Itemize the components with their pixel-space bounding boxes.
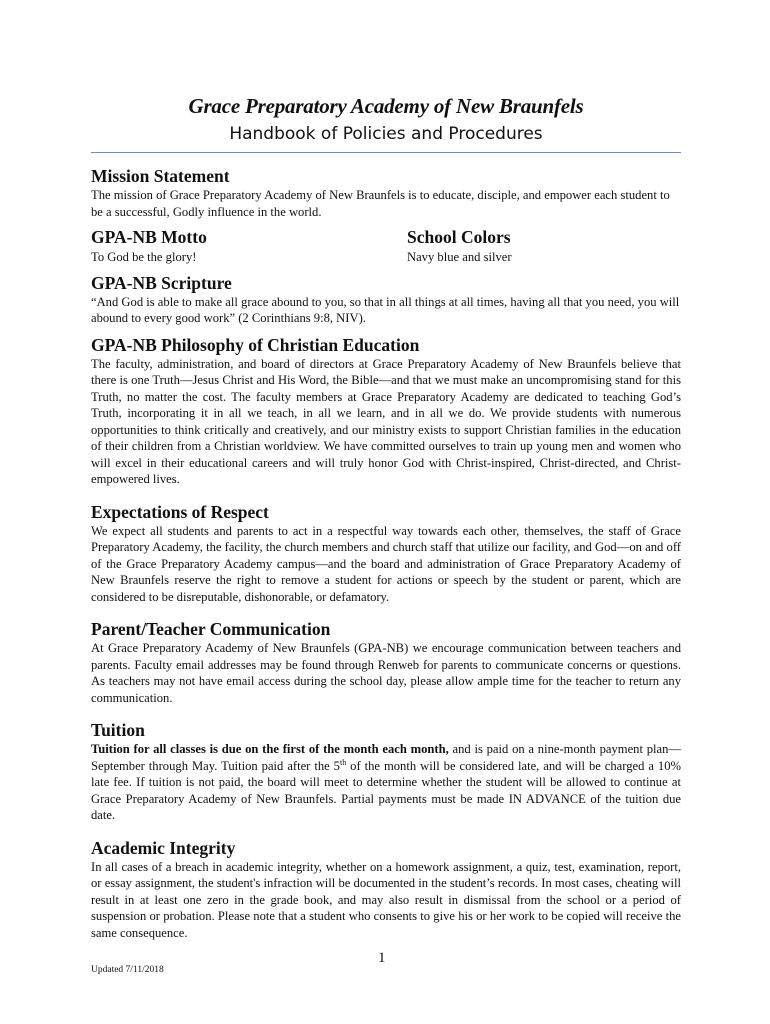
document-page [91,92,681,941]
tuition-section [91,719,681,824]
integrity-heading: Academic Integrity [91,837,236,858]
tuition-heading: Tuition [91,720,145,740]
motto-heading: GPA-NB Motto [91,227,207,247]
header-divider [91,152,681,153]
tuition-text-b: of the month will be considered late, and will be charged a 10% late fee. If tuition is not paid, the board will meet to determine whether the student will be allowed to continue at Grace Preparatory Academy of New Braunfels. Partial payments must be made IN ADVANCE of the tuition due date. [91,758,682,822]
colors-section [407,226,681,266]
communication-text: At Grace Preparatory Academy of New Braunfels (GPA-NB) we encourage communication between teachers and parents. Faculty email addresses may be found through Renweb for parents to communicate concerns or questions. As teachers may not have email access during the school day, please allow ample time for the teacher to return any communication. [91,641,681,705]
communication-section [91,618,681,706]
respect-text: We expect all students and parents to act in a respectful way towards each other, themselves, the staff of Grace Preparatory Academy, the facility, the church members and church staff that utilize our facility, and God—on and off of the Grace Preparatory Academy campus—and the board and administration of Grace Preparatory Academy of New Braunfels reserve the right to remove a student for actions or speech by the student or parent, which are considered to be disreputable, dishonorable, or defamatory. [91,523,681,604]
mission-section [91,165,681,220]
tuition-sup: th [339,757,347,767]
scripture-heading: GPA-NB Scripture [91,272,232,293]
philosophy-text: The faculty, administration, and board of directors at Grace Preparatory Academy of New Braunfels believe that there is one Truth—Jesus Christ and His Word, the Bible—and that we must make an uncompromising stand for this Truth, no matter the cost. The faculty members at Grace Preparatory Academy are dedicated to teaching God’s Truth, incorporating it in all we teach, in all we learn, and in all we do. We provide students with numerous opportunities to think critically and creatively, and our ministry exists to support Christian families in the education of their children from a Christian worldview. We have committed ourselves to train up young men and women who will excel in their educational careers and will truly honor God with Christ-inspired, Christ-directed, and Christ-empowered lives. [91,356,681,486]
scripture-text: “And God is able to make all grace abound to you, so that in all things at all times, having all that you need, you will abound to every good work” (2 Corinthians 9:8, NIV). [91,294,680,325]
updated-date: Updated 7/11/2018 [91,965,164,975]
document-subtitle: Handbook of Policies and Procedures [229,124,543,144]
communication-heading: Parent/Teacher Communication [91,619,331,639]
mission-heading: Mission Statement [91,166,230,186]
tuition-bold-lead: Tuition for all classes is due on the first of the month each month, [91,742,449,756]
mission-text: The mission of Grace Preparatory Academy of New Braunfels is to educate, disciple, and empower each student to be a successful, Godly influence in the world. [91,188,670,219]
integrity-text: In all cases of a breach in academic integrity, whether on a homework assignment, a quiz, test, examination, report, or essay assignment, the student's infraction will be documented in the student’s records. In most cases, cheating will result in at least one zero in the grade book, and may also result in dismissal from the school or a period of suspension or probation. Please note that a student who consents to give his or her work to be copied will receive the same consequence. [91,859,681,940]
colors-text: Navy blue and silver [407,250,512,264]
respect-heading: Expectations of Respect [91,501,269,522]
motto-text: To God be the glory! [91,250,197,264]
philosophy-heading: GPA-NB Philosophy of Christian Education [91,334,420,355]
philosophy-section [91,334,681,488]
respect-section [91,501,681,606]
document-title: Grace Preparatory Academy of New Braunfels [188,94,584,118]
page-number: 1 [378,950,386,966]
motto-section [91,226,407,266]
integrity-section [91,837,681,942]
tuition-text [91,741,681,824]
motto-colors-row [91,226,681,266]
scripture-section [91,272,681,327]
colors-heading: School Colors [407,227,511,247]
tuition-text-a: and is paid on a nine-month payment plan—September through May. Tuition paid after the 5 [91,742,681,773]
